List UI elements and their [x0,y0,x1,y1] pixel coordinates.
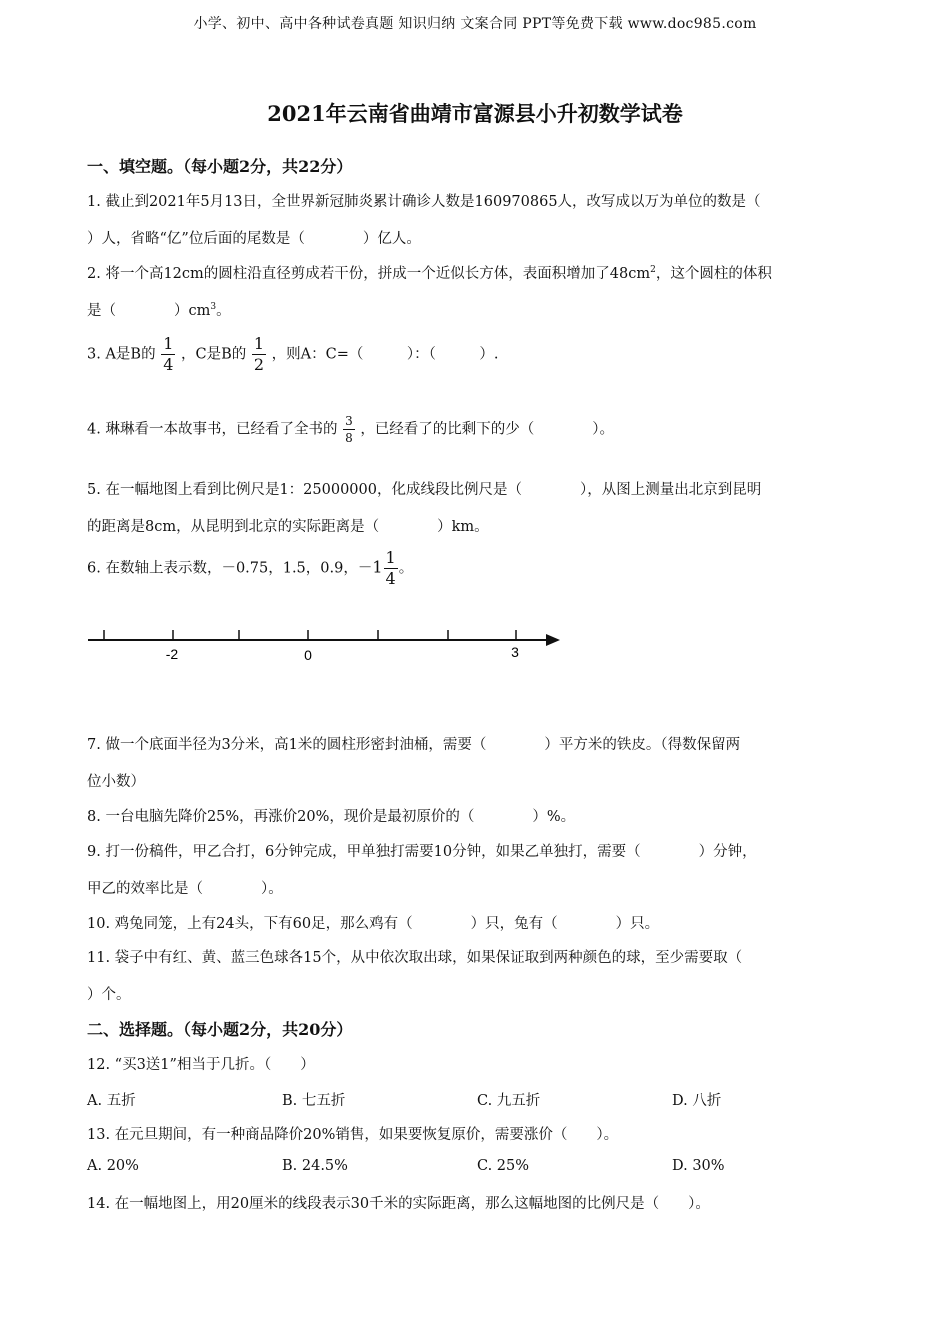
q13-option-d: D. 30% [672,1158,725,1174]
q10-line: 10. 鸡兔同笼，上有24头，下有60足，那么鸡有（ ）只，兔有（ ）只。 [87,916,660,932]
q2-sup-b: 3 [210,302,217,313]
q3-text-b: ，C是B的 [180,346,247,363]
q12-option-d: D. 八折 [672,1093,722,1109]
exam-title: 2021年云南省曲靖市富源县小升初数学试卷 [267,101,683,126]
section-fill-in-blank: 一、填空题。（每小题2分，共22分） [87,157,353,176]
q3-fraction-1 [161,336,175,373]
q4-text-a: 4. 琳琳看一本故事书，已经看了全书的 [87,421,338,438]
q9-line2: 甲乙的效率比是（ ）。 [87,881,283,897]
q12-option-c: C. 九五折 [477,1093,541,1109]
q13-option-a: A. 20% [87,1158,139,1174]
q3-f1-num: 1 [163,334,174,353]
q5-line1: 5. 在一幅地图上看到比例尺是1：25000000，化成线段比例尺是（ ），从图上测量出北京到昆明 [87,482,762,498]
section-multiple-choice: 二、选择题。（每小题2分，共20分） [87,1020,353,1039]
q6-f-den: 4 [385,569,396,588]
q6-fraction [384,550,398,587]
q2-text-c: 是（ ）cm [87,303,211,319]
q7-line2: 位小数） [87,774,145,790]
q4-line [87,415,872,444]
q9-line1: 9. 打一份稿件，甲乙合打，6分钟完成，甲单独打需要10分钟，如果乙单独打，需要（ ）分钟， [87,844,757,860]
q3-text-a: 3. A是B的 [87,346,156,363]
q2-text-a: 2. 将一个高12cm的圆柱沿直径剪成若干份，拼成一个近似长方体，表面积增加了48cm [87,266,651,282]
q3-f1-den: 4 [163,355,174,374]
tick-label-0: 0 [304,647,312,663]
q14-stem: 14. 在一幅地图上，用20厘米的线段表示30千米的实际距离，那么这幅地图的比例尺是（ ）。 [87,1196,710,1212]
q4-f-den: 8 [345,431,353,445]
q13-options [87,1158,872,1174]
q11-line2: ）个。 [87,987,131,1003]
q4-text-b: ，已经看了的比剩下的少（ ）。 [360,421,615,438]
q3-fraction-2 [252,336,266,373]
q3-text-c: ，则A：C=（ ）：（ ）. [271,346,499,363]
q12-stem: 12. “买3送1”相当于几折。（ ） [87,1057,315,1073]
q2-text-d: 。 [216,303,231,319]
q2-line1 [87,262,872,283]
q4-fraction [343,415,355,444]
q6-whole: 1 [372,557,383,577]
number-line-arrow [546,634,560,646]
q13-option-c: C. 25% [477,1158,530,1174]
q6-text-a: 6. 在数轴上表示数，－0.75，1.5，0.9，－ [87,560,373,577]
q12-option-a: A. 五折 [87,1093,136,1109]
q6-text-b: 。 [398,560,414,577]
q1-line2: ）人，省略“亿”位后面的尾数是（ ）亿人。 [87,231,421,247]
q1-line1: 1. 截止到2021年5月13日，全世界新冠肺炎累计确诊人数是160970865人，改写成以万为单位的数是（ [87,194,761,210]
q7-line1: 7. 做一个底面半径为3分米，高1米的圆柱形密封油桶，需要（ ）平方米的铁皮。（得数保留两 [87,737,741,753]
q2-sup-a: 2 [650,265,656,276]
q8-line: 8. 一台电脑先降价25%，再涨价20%，现价是最初原价的（ ）%。 [87,809,576,825]
q3-f2-num: 1 [253,334,265,353]
q3-f2-den: 2 [253,355,265,374]
q3-line [87,336,872,373]
q12-options [87,1089,872,1110]
q2-text-b: ，这个圆柱的体积 [655,266,772,282]
tick-label-neg2: -2 [165,646,179,662]
number-line [86,625,566,670]
q12-option-b: B. 七五折 [282,1093,346,1109]
q11-line1: 11. 袋子中有红、黄、蓝三色球各15个，从中依次取出球，如果保证取到两种颜色的球，至少需要取（ [87,950,743,966]
q6-f-num: 1 [385,548,396,567]
q2-line2 [87,299,872,320]
q13-stem: 13. 在元旦期间，有一种商品降价20%销售，如果要恢复原价，需要涨价（ ）。 [87,1127,619,1143]
q4-f-num: 3 [345,414,353,428]
q13-option-b: B. 24.5% [282,1158,348,1174]
tick-label-3: 3 [511,644,519,660]
q6-line [87,550,872,587]
q5-line2: 的距离是8cm，从昆明到北京的实际距离是（ ）km。 [87,519,489,535]
site-banner: 小学、初中、高中各种试卷真题 知识归纳 文案合同 PPT等免费下载 www.doc985.com [193,16,757,32]
